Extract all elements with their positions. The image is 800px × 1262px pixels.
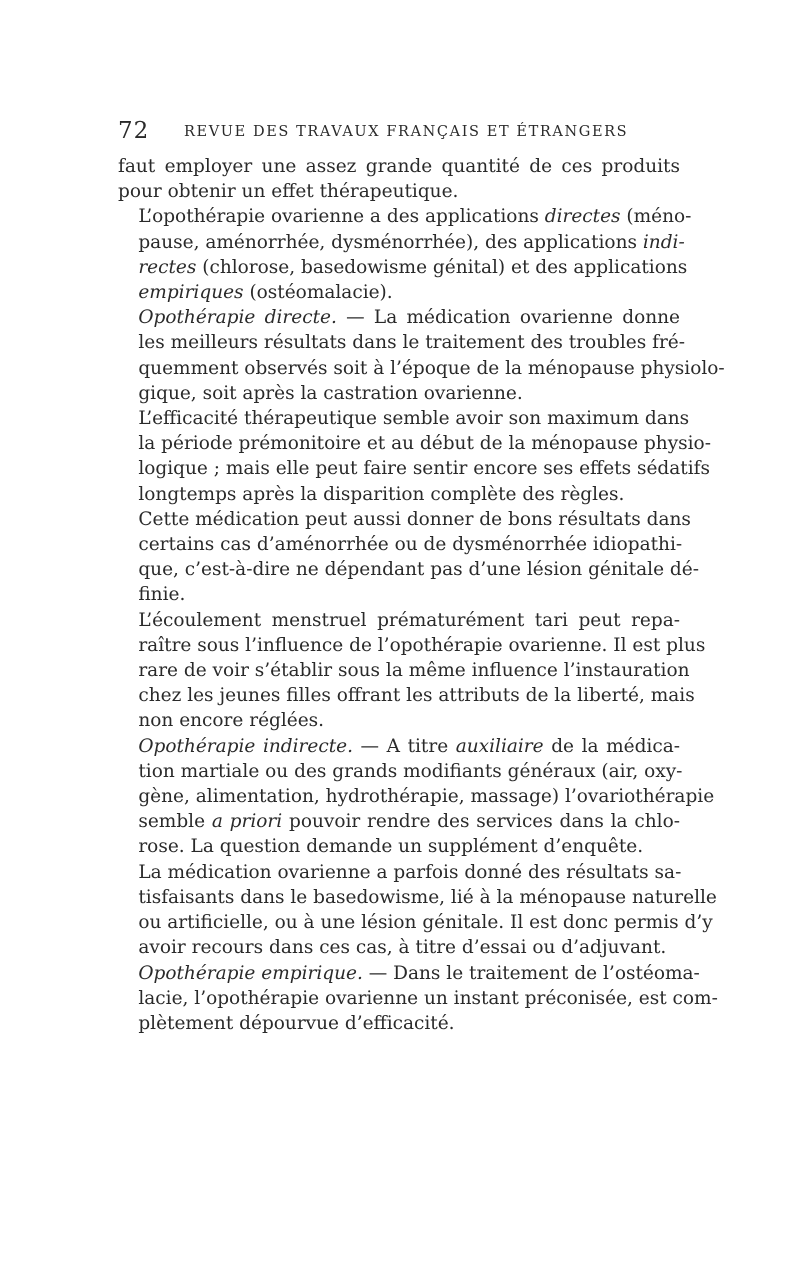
text-run: que, c’est-à-dire ne dépendant pas d’une lésion génitale dé- [138, 559, 699, 581]
text-line [118, 356, 725, 381]
text-run: (ostéomalacie). [243, 282, 393, 304]
text-run: finie. [138, 584, 186, 606]
text-line [118, 986, 718, 1011]
text-run: L’écoulement menstruel prématurément tari peut repa- [138, 609, 680, 631]
text-run: — Dans le traitement de l’ostéoma- [362, 962, 700, 984]
paragraph [118, 406, 711, 507]
text-line [118, 507, 691, 532]
text-line [118, 557, 699, 582]
text-line [118, 759, 683, 784]
italic-text: Opothérapie empirique. [138, 962, 363, 984]
text-run: de la médica- [543, 735, 680, 757]
text-run: quemment observés soit à l’époque de la ménopause physiolo- [138, 357, 725, 379]
text-line [118, 582, 680, 607]
italic-text: indi- [642, 231, 685, 253]
paragraph [118, 608, 706, 734]
text-run: la période prémonitoire et au début de la ménopause physio- [138, 433, 711, 455]
text-line [118, 910, 713, 935]
text-run: logique ; mais elle peut faire sentir encore ses effets sédatifs [138, 458, 710, 480]
text-run: longtemps après la disparition complète des règles. [138, 483, 625, 505]
text-run: pour obtenir un effet thérapeutique. [118, 181, 459, 203]
text-line [118, 482, 680, 507]
italic-text: directes [544, 206, 621, 228]
text-run: gique, soit après la castration ovarienne. [138, 382, 523, 404]
text-run: plètement dépourvue d’efficacité. [138, 1012, 455, 1034]
page-header [118, 118, 680, 148]
paragraph [118, 734, 715, 860]
text-line [118, 608, 680, 633]
text-line [118, 633, 706, 658]
paragraph [118, 961, 718, 1037]
text-line [118, 1011, 680, 1036]
text-run: tion martiale ou des grands modifiants généraux (air, oxy- [138, 760, 683, 782]
text-run: — A titre [352, 735, 456, 757]
paragraph [118, 507, 699, 608]
text-run: avoir recours dans ces cas, à titre d’essai ou d’adjuvant. [138, 937, 667, 959]
text-line [118, 708, 680, 733]
text-run: tisfaisants dans le basedowisme, lié à la ménopause naturelle [138, 886, 717, 908]
text-line [118, 860, 680, 885]
text-run: rose. La question demande un supplément d’enquête. [138, 836, 644, 858]
italic-text: Opothérapie indirecte. [138, 735, 353, 757]
text-line [118, 456, 710, 481]
text-run: ou artificielle, ou à une lésion génitale. Il est donc permis d’y [138, 912, 713, 934]
text-run: chez les jeunes filles offrant les attributs de la liberté, mais [138, 685, 695, 707]
text-line [118, 885, 717, 910]
text-line [118, 255, 688, 280]
text-line [118, 961, 700, 986]
text-line [118, 154, 680, 179]
paragraph [118, 204, 692, 305]
text-line [118, 406, 690, 431]
text-line [118, 305, 680, 330]
text-line [118, 935, 680, 960]
text-line [118, 834, 680, 859]
text-run: faut employer une assez grande quantité de ces produits [118, 156, 680, 177]
italic-text: Opothérapie directe. [138, 307, 337, 329]
text-line [118, 280, 680, 305]
text-line [118, 204, 692, 229]
body-text [118, 154, 725, 1036]
text-run: Cette médication peut aussi donner de bons résultats dans [138, 508, 691, 530]
italic-text: empiriques [138, 282, 244, 304]
text-run: (chlorose, basedowisme génital) et des applications [196, 256, 688, 278]
text-line [118, 431, 711, 456]
paragraph [118, 860, 717, 961]
text-run: les meilleurs résultats dans le traitement des troubles fré- [138, 332, 685, 354]
italic-text: auxiliaire [455, 735, 544, 757]
page-number: 72 [118, 118, 150, 144]
text-run: non encore réglées. [138, 710, 325, 732]
text-line [118, 330, 685, 355]
italic-text: rectes [138, 256, 197, 278]
text-run: La médication ovarienne a parfois donné des résultats sa- [138, 861, 682, 883]
text-line [118, 532, 683, 557]
text-line [118, 179, 680, 204]
text-run: — La médication ovarienne donne [336, 307, 680, 329]
text-run: pouvoir rendre des services dans la chlo- [282, 811, 680, 833]
text-run: certains cas d’aménorrhée ou de dysménorrhée idiopathi- [138, 534, 683, 556]
paragraph [118, 154, 680, 204]
text-run: lacie, l’opothérapie ovarienne un instant préconisée, est com- [138, 987, 718, 1009]
text-run: raître sous l’influence de l’opothérapie ovarienne. Il est plus [138, 634, 706, 656]
text-line [118, 683, 695, 708]
text-line [118, 734, 680, 759]
text-line [118, 230, 685, 255]
text-run: rare de voir s’établir sous la même influence l’instauration [138, 660, 690, 682]
italic-text: a priori [211, 811, 283, 833]
text-run: gène, alimentation, hydrothérapie, massage) l’ovariothérapie [138, 786, 715, 808]
paragraph [118, 305, 725, 406]
text-line [118, 658, 690, 683]
text-run: (méno- [620, 206, 692, 228]
text-line [118, 809, 680, 834]
text-line [118, 784, 715, 809]
text-run: pause, aménorrhée, dysménorrhée), des applications [138, 231, 643, 253]
text-run: L’efficacité thérapeutique semble avoir son maximum dans [138, 408, 690, 430]
text-run: semble [138, 811, 212, 833]
running-head: REVUE DES TRAVAUX FRANÇAIS ET ÉTRANGERS [184, 124, 629, 140]
text-line [118, 381, 680, 406]
text-run: L’opothérapie ovarienne a des applications [138, 206, 545, 228]
